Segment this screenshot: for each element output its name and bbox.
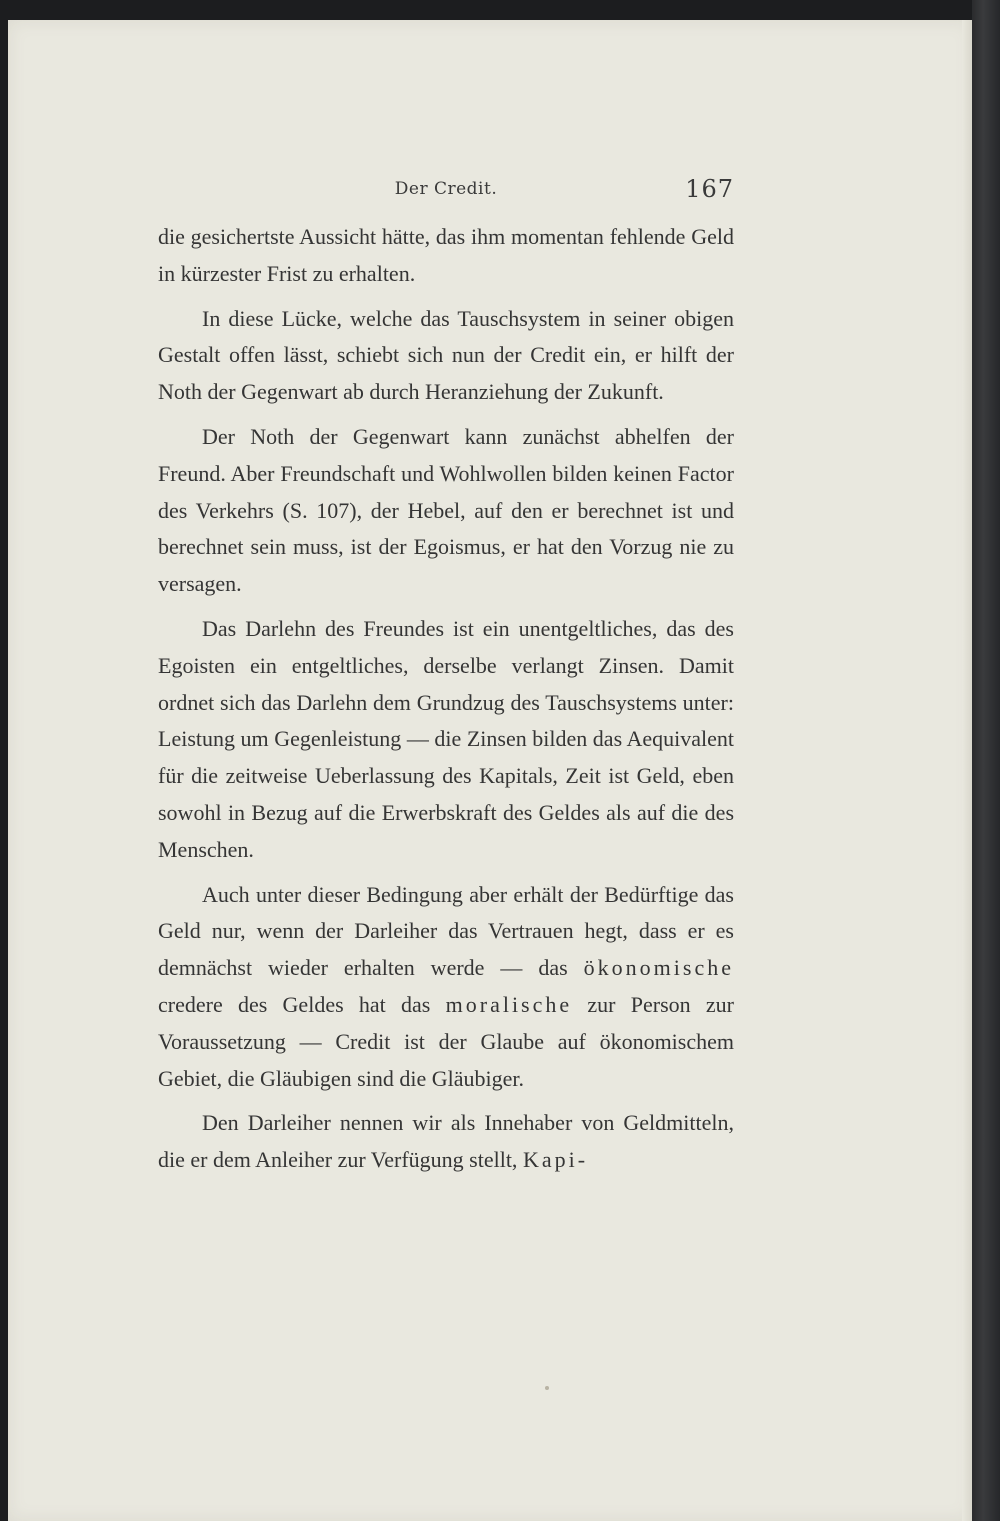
paragraph-1: die gesichertste Aussicht hätte, das ihm momentan fehlende Geld in kürzester Frist zu erhalten. [158,224,734,286]
emphasis-moralische: moralische [445,991,573,1017]
paragraph-5-text-c: zur Person zur Voraussetzung — Credit ist der Glaube auf ökonomischem Gebiet, die Gläubigen sind die Gläubiger. [158,991,734,1091]
paragraph-3: Der Noth der Gegenwart kann zunächst abhelfen der Freund. Aber Freundschaft und Wohlwollen bilden keinen Factor des Verkehrs (S. 107), der Hebel, auf den er berechnet ist und berechnet sein muss, ist der Egoismus, er hat den Vorzug nie zu versagen. [158,423,734,597]
emphasis-oekonomische: ökonomische [583,955,734,981]
paper-speck [545,1386,549,1390]
paragraph-6-text: Den Darleiher nennen wir als Innehaber von Geldmitteln, die er dem Anleiher zur Verfügung stellt, [158,1110,734,1173]
paragraph-4: Das Darlehn des Freundes ist ein unentgeltliches, das des Egoisten ein entgeltliches, derselbe verlangt Zinsen. Damit ordnet sich das Darlehn dem Grundzug des Tauschsystems unter: Leistung um Gegenleistung — die Zinsen bilden das Aequivalent für die zeitweise Ueberlassung des Kapitals, Zeit ist Geld, eben sowohl in Bezug auf die Erwerbskraft des Geldes als auf die des Menschen. [158,615,734,862]
paragraph-6 [158,1105,734,1179]
paragraph-5-text-b: credere des Geldes hat das [158,991,446,1017]
scanner-edge [972,0,1000,1521]
page-body [158,219,734,1187]
page-number: 167 [685,175,734,203]
paragraph-5 [158,877,734,1098]
emphasis-kapi: Kapi- [522,1147,589,1173]
paragraph-2: In diese Lücke, welche das Tauschsystem in seiner obigen Gestalt offen lässt, schiebt sich nun der Credit ein, er hilft der Noth der Gegenwart ab durch Heranziehung der Zukunft. [158,305,734,405]
page-fore-edge [962,20,972,1521]
running-title: Der Credit. [394,179,498,199]
page-header [158,175,734,205]
paragraph-5-text-a: Auch unter dieser Bedingung aber erhält der Bedürftige das Geld nur, wenn der Darleiher das Vertrauen hegt, dass er es demnächst wieder erhalten werde — das [158,881,734,981]
